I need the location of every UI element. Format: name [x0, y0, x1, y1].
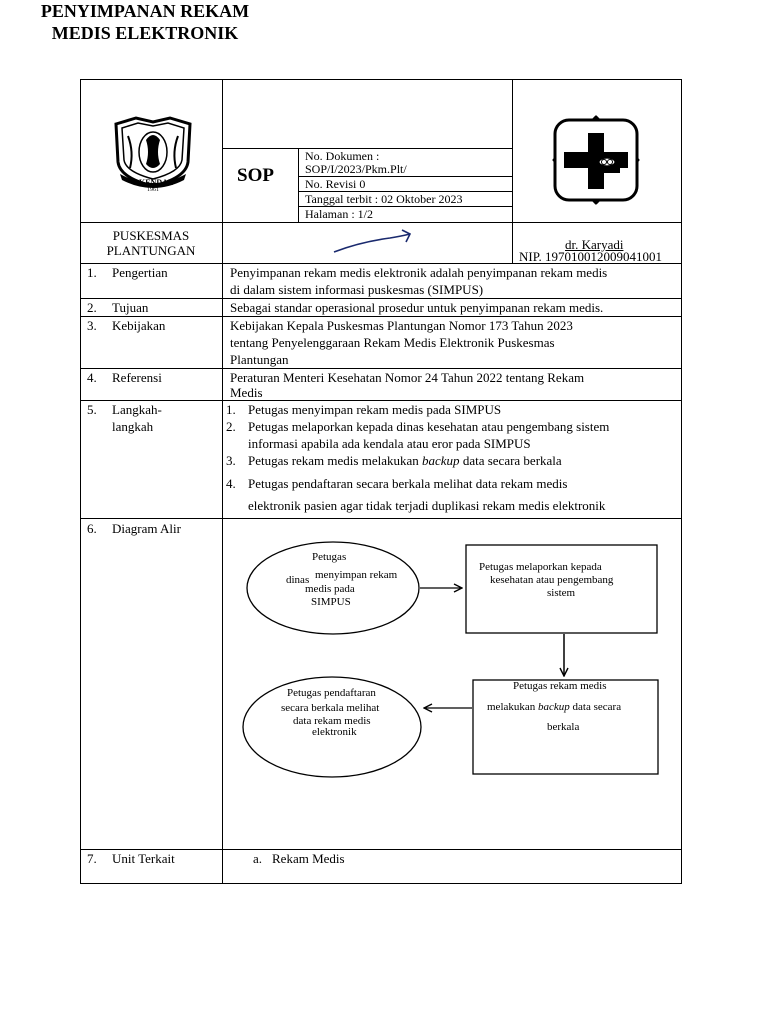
- step-2-text-line1: Petugas melaporkan kepada dinas kesehatan atau pengembang sistem: [248, 419, 610, 434]
- flow-node-4-text-a: Petugas pendaftaran: [287, 687, 376, 699]
- flow-node-1-text-e: SIMPUS: [311, 596, 351, 608]
- step-4-text-line2: elektronik pasien agar tidak terjadi duplikasi rekam medis elektronik: [248, 498, 606, 513]
- flow-node-4-text-d: elektronik: [312, 726, 357, 738]
- flow-node-3-text-post: data secara: [569, 701, 622, 713]
- referensi-text-line1: Peraturan Menteri Kesehatan Nomor 24 Tahun 2022 tentang Rekam: [230, 370, 585, 385]
- flow-node-1-text-d: medis pada: [305, 583, 355, 595]
- row-label-unit-terkait: Unit Terkait: [112, 851, 175, 866]
- step-1-text: Petugas menyimpan rekam medis pada SIMPUS: [248, 402, 502, 417]
- row-label-tujuan: Tujuan: [112, 300, 149, 315]
- signature-mark: [330, 226, 420, 256]
- doc-number-value: SOP/I/2023/Pkm.Plt/: [305, 162, 407, 176]
- organization-name-line1: PUSKESMAS: [112, 228, 190, 243]
- document-title-line1: PENYIMPANAN REKAM: [40, 1, 250, 21]
- row-number: 2.: [87, 300, 97, 315]
- flow-node-3-text-c: berkala: [547, 721, 580, 733]
- health-cross-logo: [550, 115, 642, 205]
- step-4-text-line1: Petugas pendaftaran secara berkala melihat data rekam medis: [248, 476, 568, 491]
- row-label-referensi: Referensi: [112, 370, 162, 385]
- seal-caption: KENDAL: [139, 178, 174, 187]
- issue-date: Tanggal terbit : 02 Oktober 2023: [305, 192, 463, 206]
- kebijakan-text-line2: tentang Penyelenggaraan Rekam Medis Elektronik Puskesmas: [230, 335, 555, 350]
- unit-item-number: a.: [253, 851, 263, 866]
- flow-node-1-text-c: dinas: [286, 574, 310, 586]
- signer-name: dr. Karyadi: [565, 237, 624, 252]
- flow-diagram: [222, 518, 681, 849]
- step-number: 2.: [226, 419, 236, 434]
- kebijakan-text-line1: Kebijakan Kepala Puskesmas Plantungan Nomor 173 Tahun 2023: [230, 318, 573, 333]
- row-number: 3.: [87, 318, 97, 333]
- page-number: Halaman : 1/2: [305, 207, 373, 221]
- step-number: 1.: [226, 402, 236, 417]
- pengertian-text-line1: Penyimpanan rekam medis elektronik adalah penyimpanan rekam medis: [230, 265, 608, 280]
- flow-node-2-text-a: Petugas melaporkan kepada: [479, 561, 602, 573]
- row-number: 4.: [87, 370, 97, 385]
- row-number: 6.: [87, 521, 97, 536]
- kebijakan-text-line3: Plantungan: [230, 352, 289, 367]
- row-label-langkah-line1: Langkah-: [112, 402, 162, 417]
- seal-year: 1961: [147, 187, 159, 193]
- flow-node-4-text-c: data rekam medis: [293, 715, 371, 727]
- flow-node-3-text-a: Petugas rekam medis: [513, 680, 607, 692]
- signer-nip: NIP. 197010012009041001: [519, 249, 663, 264]
- tujuan-text: Sebagai standar operasional prosedur untuk penyimpanan rekam medis.: [230, 300, 604, 315]
- flow-node-3-text-pre: melakukan: [487, 701, 539, 713]
- document-title-line2: MEDIS ELEKTRONIK: [51, 23, 239, 43]
- unit-item-text: Rekam Medis: [272, 851, 345, 866]
- pengertian-text-line2: di dalam sistem informasi puskesmas (SIMPUS): [230, 282, 484, 297]
- flow-node-3-text-b: [487, 701, 621, 714]
- revision-number: No. Revisi 0: [305, 177, 366, 191]
- row-label-kebijakan: Kebijakan: [112, 318, 166, 333]
- doc-number-label: No. Dokumen :: [305, 149, 380, 163]
- row-label-langkah-line2: langkah: [112, 419, 154, 434]
- flow-node-2-text-c: sistem: [547, 587, 576, 599]
- flow-node-3-text-emphasis: backup: [538, 701, 570, 713]
- row-label-pengertian: Pengertian: [112, 265, 168, 280]
- flow-node-1-text-a: Petugas: [312, 551, 347, 563]
- step-3-text-emphasis: backup: [422, 453, 460, 468]
- flow-node-1-text-b: menyimpan rekam: [315, 569, 398, 581]
- row-number: 5.: [87, 402, 97, 417]
- step-number: 3.: [226, 453, 236, 468]
- sop-label: SOP: [237, 165, 274, 186]
- row-number: 1.: [87, 265, 97, 280]
- referensi-text-line2: Medis: [230, 385, 263, 400]
- row-label-diagram: Diagram Alir: [112, 521, 181, 536]
- flow-node-4-text-b: secara berkala melihat: [281, 702, 380, 714]
- organization-name-line2: PLANTUNGAN: [106, 243, 196, 258]
- step-2-text-line2: informasi apabila ada kendala atau eror pada SIMPUS: [248, 436, 531, 451]
- step-3-text-pre: Petugas rekam medis melakukan: [248, 453, 423, 468]
- step-3-text-post: data secara berkala: [459, 453, 562, 468]
- step-3-text: [248, 452, 562, 469]
- step-number: 4.: [226, 476, 236, 491]
- row-number: 7.: [87, 851, 97, 866]
- flow-node-2-text-b: kesehatan atau pengembang: [490, 574, 614, 586]
